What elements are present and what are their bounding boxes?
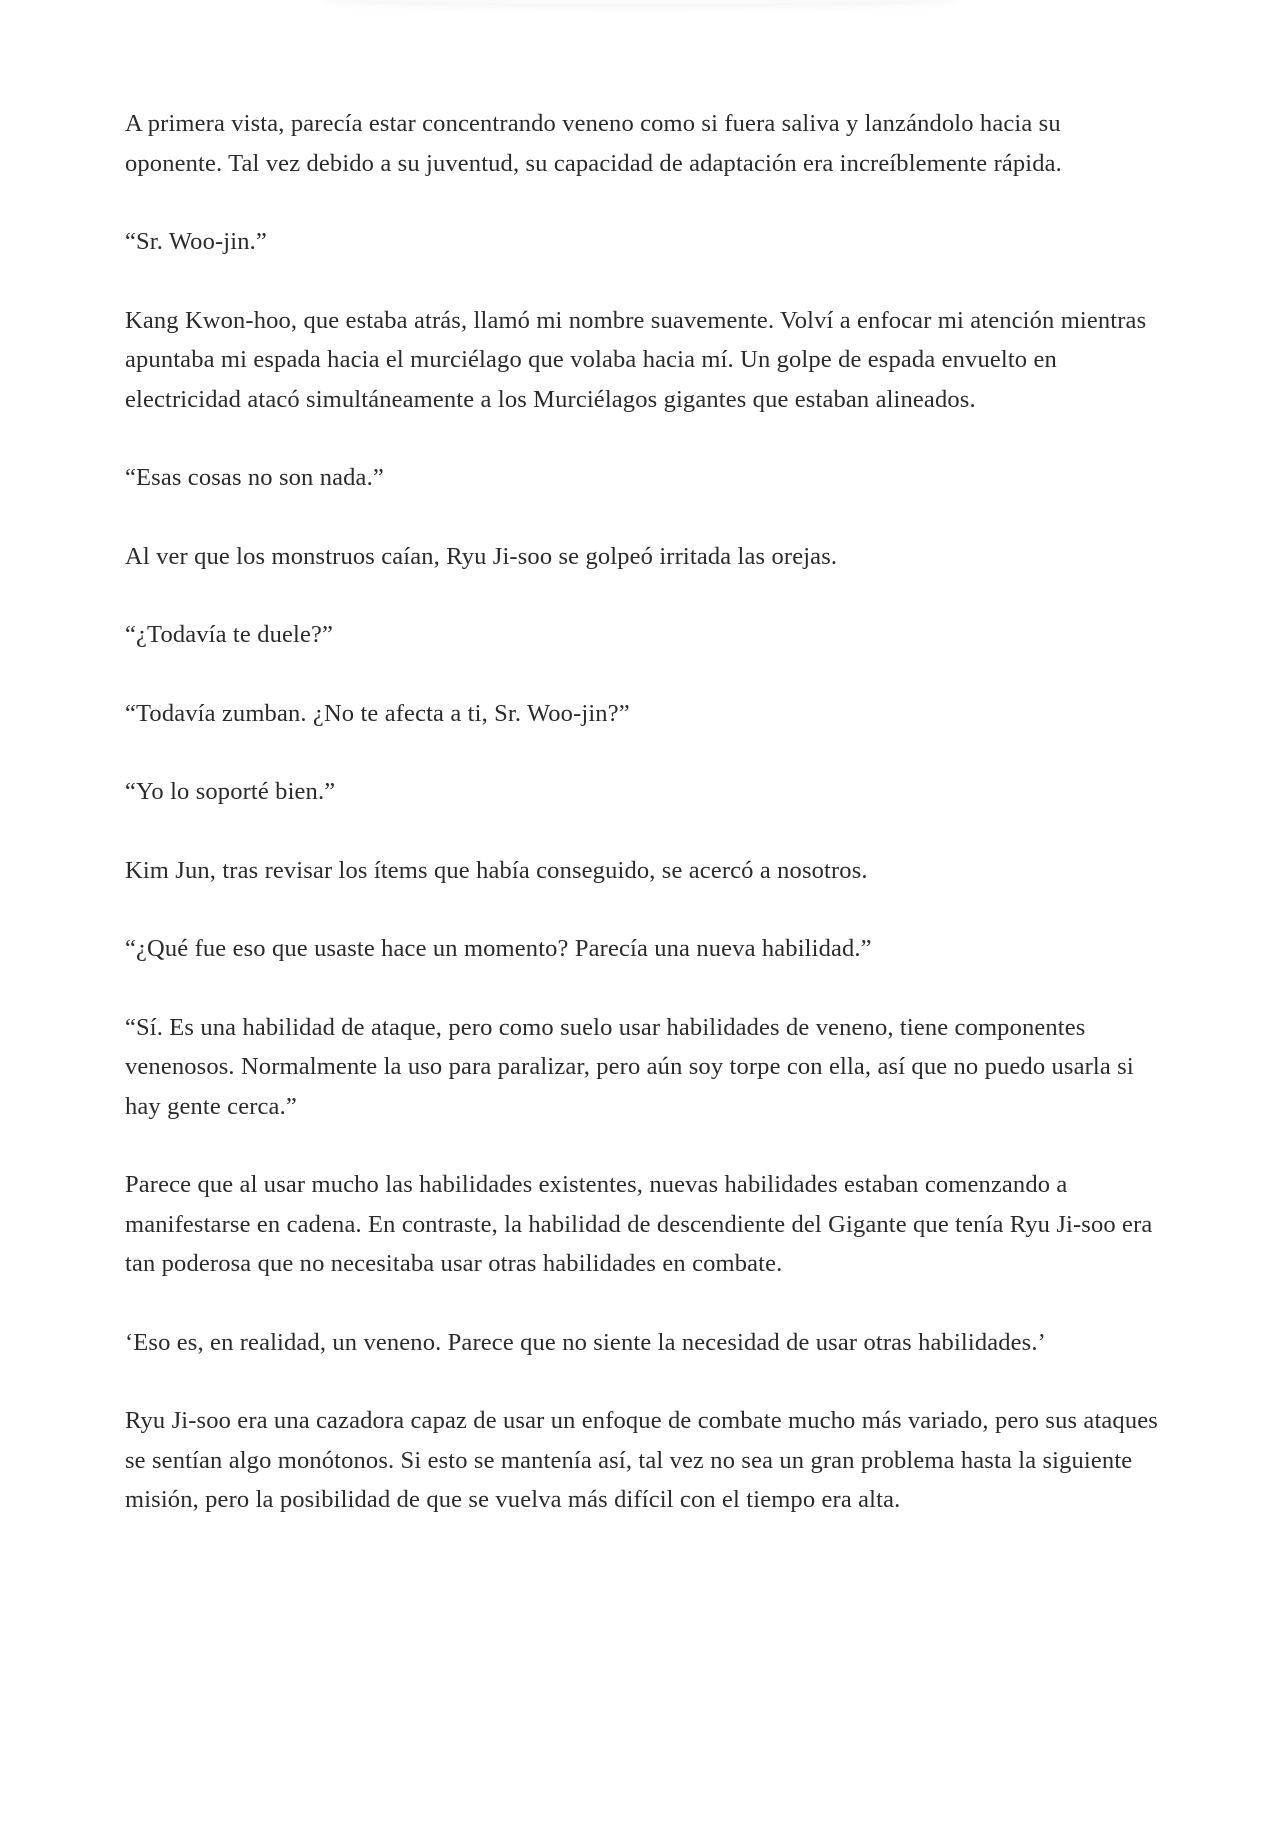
paragraph-3: Kang Kwon-hoo, que estaba atrás, llamó mi nombre suavemente. Volví a enfocar mi atención mientras apuntaba mi espada hacia el murciélago que volaba hacia mí. Un golpe de espada envuelto en electricidad atacó simultáneamente a los Murciélagos gigantes que estaban alineados. [125,306,1147,413]
paragraph-12: Parece que al usar mucho las habilidades existentes, nuevas habilidades estaban comenzando a manifestarse en cadena. En contraste, la habilidad de descendiente del Gigante que tenía Ryu Ji-soo era tan poderosa que no necesitaba usar otras habilidades en combate. [125,1171,1153,1277]
paragraph-8: “Yo lo soporté bien.” [125,778,336,805]
paragraph-14: Ryu Ji-soo era una cazadora capaz de usar un enfoque de combate mucho más variado, pero sus ataques se sentían algo monótonos. Si esto se mantenía así, tal vez no sea un gran problema hasta la siguiente misión, pero la posibilidad de que se vuelva más difícil con el tiempo era alta. [125,1407,1158,1513]
paragraph-10: “¿Qué fue eso que usaste hace un momento? Parecía una nueva habilidad.” [125,935,872,962]
paragraph-1: A primera vista, parecía estar concentrando veneno como si fuera saliva y lanzándolo hacia su oponente. Tal vez debido a su juventud, su capacidad de adaptación era increíblemente rápida. [125,110,1062,177]
paragraph-5: Al ver que los monstruos caían, Ryu Ji-soo se golpeó irritada las orejas. [125,542,838,570]
paragraph-6: “¿Todavía te duele?” [125,621,334,648]
paragraph-9: Kim Jun, tras revisar los ítems que había conseguido, se acercó a nosotros. [125,856,868,884]
paragraph-13: ‘Eso es, en realidad, un veneno. Parece que no siente la necesidad de usar otras habilidades.’ [125,1328,1046,1356]
paragraph-11: “Sí. Es una habilidad de ataque, pero como suelo usar habilidades de veneno, tiene componentes venenosos. Normalmente la uso para paralizar, pero aún soy torpe con ella, así que no puedo usarla si hay gente cerca.” [125,1013,1134,1120]
top-edge-shadow [320,0,960,4]
article-body [125,104,1160,1559]
paragraph-4: “Esas cosas no son nada.” [125,464,384,491]
paragraph-7: “Todavía zumban. ¿No te afecta a ti, Sr. Woo-jin?” [125,699,630,727]
paragraph-2: “Sr. Woo-jin.” [125,228,267,255]
